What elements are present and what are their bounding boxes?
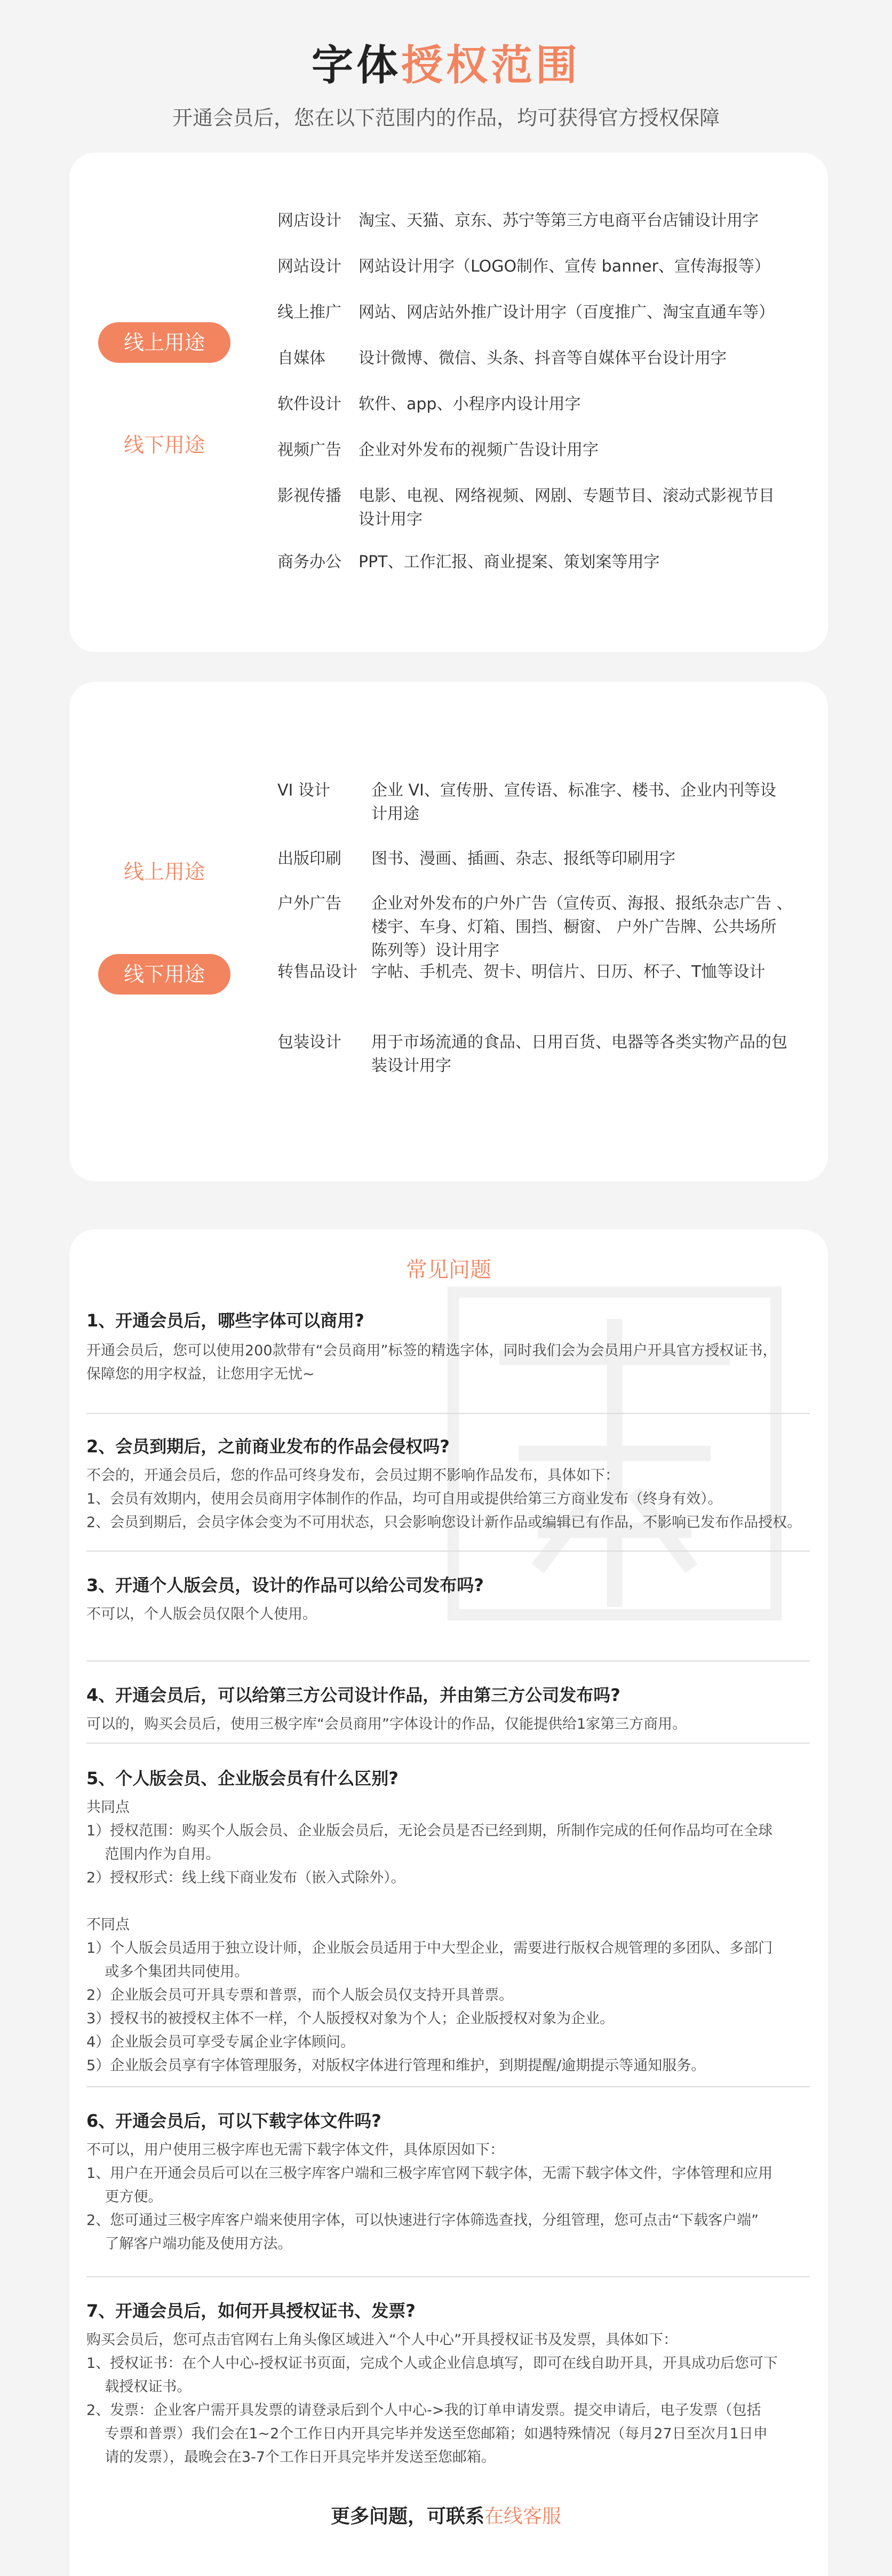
usage-description-line: 软件、app、小程序内设计用字: [359, 395, 581, 414]
faq-answer-line: 开通会员后，您可以使用200款带有“会员商用”标签的精选字体，同时我们会为会员用户开具官方授权证书，: [86, 1342, 777, 1359]
footer-contact: [0, 2501, 892, 2529]
faq-answer: [86, 2138, 817, 2256]
faq-answer-line: 2、发票：企业客户需开具发票的请登录后到个人中心->我的订单申请发票。提交申请后，电子发票（包括: [86, 2402, 761, 2419]
faq-answer-line: [86, 1890, 817, 1913]
usage-description-line: 图书、漫画、插画、杂志、报纸等印刷用字: [371, 849, 675, 868]
faq-divider: [86, 1660, 810, 1661]
usage-description-line: 装设计用字: [371, 1056, 451, 1075]
faq-answer-line: 1）授权范围：购买个人版会员、企业版会员后，无论会员是否已经到期，所制作完成的任何作品均可在全球: [86, 1823, 773, 1839]
usage-category: 包装设计: [277, 1033, 341, 1052]
usage-category: 网站设计: [277, 257, 341, 276]
faq-answer-line: 共同点: [86, 1799, 130, 1816]
usage-description-line: 计用途: [371, 805, 419, 823]
usage-description-line: 设计用字: [359, 510, 423, 529]
usage-description: [359, 347, 817, 370]
tab-offline-usage-2[interactable]: 线下用途: [98, 954, 230, 995]
usage-category: 自媒体: [277, 349, 325, 368]
page-title: [0, 32, 892, 92]
faq-answer-line: 1、用户在开通会员后可以在三极字库客户端和三极字库官网下载字体，无需下载字体文件，字体管理和应用: [86, 2165, 773, 2182]
usage-description: [371, 892, 830, 963]
faq-answer-line: 不可以，用户使用三极字库也无需下载字体文件，具体原因如下：: [86, 2142, 504, 2158]
tab-online-usage[interactable]: 线上用途: [98, 322, 230, 363]
usage-description-line: 楼宇、车身、灯箱、围挡、橱窗、 户外广告牌、公共场所: [371, 918, 777, 936]
faq-question: 6、开通会员后，可以下载字体文件吗?: [86, 2111, 381, 2131]
usage-description-line: 设计微博、微信、头条、抖音等自媒体平台设计用字: [359, 349, 727, 368]
offline-usage-card: [69, 682, 828, 1181]
faq-divider: [86, 1551, 810, 1552]
tab-online-usage-2[interactable]: 线上用途: [123, 860, 205, 884]
usage-description-line: 淘宝、天猫、京东、苏宁等第三方电商平台店铺设计用字: [359, 211, 759, 230]
faq-card: [69, 1229, 828, 2576]
usage-category: 出版印刷: [277, 849, 341, 868]
usage-description: [359, 255, 817, 279]
faq-question: 2、会员到期后，之前商业发布的作品会侵权吗?: [86, 1436, 450, 1457]
faq-answer-line: 载授权证书。: [86, 2379, 192, 2395]
faq-answer-line: 或多个集团共同使用。: [86, 1963, 249, 1980]
usage-description-line: PPT、工作汇报、商业提案、策划案等用字: [359, 553, 660, 571]
online-service-link[interactable]: 在线客服: [484, 2506, 562, 2527]
usage-description: [359, 484, 817, 531]
faq-answer: [86, 1713, 817, 1736]
usage-description: [371, 779, 830, 826]
faq-divider: [86, 1743, 810, 1744]
usage-category: VI 设计: [277, 781, 330, 800]
faq-answer-line: 可以的，购买会员后，使用三极字库“会员商用”字体设计的作品，仅能提供给1家第三方商用。: [86, 1716, 687, 1732]
faq-question: 1、开通会员后，哪些字体可以商用?: [86, 1310, 364, 1331]
faq-answer-line: 2、会员到期后，会员字体会变为不可用状态，只会影响您设计新作品或编辑已有作品，不影响已发布作品授权。: [86, 1514, 802, 1531]
faq-answer-line: 不会的，开通会员后，您的作品可终身发布，会员过期不影响作品发布，具体如下：: [86, 1467, 619, 1484]
usage-description-line: 企业 VI、宣传册、宣传语、标准字、楼书、企业内刊等设: [371, 781, 776, 800]
faq-answer-line: 保障您的用字权益，让您用字无忧~: [86, 1366, 315, 1382]
faq-answer-line: 5）企业版会员享有字体管理服务，对版权字体进行管理和维护，到期提醒/逾期提示等通知服务。: [86, 2057, 706, 2074]
usage-description: [371, 1031, 830, 1078]
faq-answer-line: 不同点: [86, 1917, 130, 1933]
usage-description: [359, 393, 817, 416]
faq-answer-line: 专票和普票）我们会在1~2个工作日内开具完毕并发送至您邮箱；如遇特殊情况（每月27日至次月1日申: [86, 2426, 768, 2442]
faq-question: 7、开通会员后，如何开具授权证书、发票?: [86, 2301, 416, 2321]
usage-description-line: 电影、电视、网络视频、网剧、专题节目、滚动式影视节目: [359, 487, 775, 505]
page-subtitle: 开通会员后，您在以下范围内的作品，均可获得官方授权保障: [172, 106, 720, 130]
usage-category: 商务办公: [277, 553, 341, 571]
footer-text: 更多问题，可联系: [330, 2506, 484, 2527]
faq-answer-line: 2）企业版会员可开具专票和普票，而个人版会员仅支持开具普票。: [86, 1987, 514, 2003]
faq-answer-line: 不可以，个人版会员仅限个人使用。: [86, 1606, 317, 1623]
usage-description: [359, 209, 817, 233]
usage-description-line: 网站设计用字（LOGO制作、宣传 banner、宣传海报等）: [359, 257, 770, 276]
faq-answer-line: 范围内作为自用。: [86, 1846, 220, 1863]
faq-divider: [86, 2276, 810, 2277]
faq-answer-line: 请的发票），最晚会在3-7个工作日开具完毕并发送至您邮箱。: [86, 2449, 496, 2466]
faq-answer-line: 1、授权证书：在个人中心-授权证书页面，完成个人或企业信息填写，即可在线自助开具，开具成功后您可下: [86, 2355, 778, 2372]
title-part-a: 字体: [311, 42, 401, 90]
usage-description-line: 字帖、手机壳、贺卡、明信片、日历、杯子、T恤等设计: [371, 963, 766, 981]
usage-category: 视频广告: [277, 441, 341, 459]
usage-description: [359, 301, 817, 324]
faq-divider: [86, 1413, 810, 1414]
usage-description: [371, 960, 830, 984]
usage-description: [359, 551, 817, 574]
faq-answer: [86, 1603, 817, 1626]
usage-description-line: 用于市场流通的食品、日用百货、电器等各类实物产品的包: [371, 1033, 787, 1052]
faq-answer-line: 了解客户端功能及使用方法。: [86, 2236, 292, 2252]
usage-description: [359, 439, 817, 462]
faq-answer: [86, 1796, 817, 2078]
usage-category: 转售品设计: [277, 963, 357, 981]
faq-question: 5、个人版会员、企业版会员有什么区别?: [86, 1768, 399, 1788]
faq-question: 3、开通个人版会员，设计的作品可以给公司发布吗?: [86, 1575, 484, 1595]
faq-answer: [86, 1464, 817, 1535]
faq-answer-line: 1、会员有效期内，使用会员商用字体制作的作品，均可自用或提供给第三方商业发布（终身有效）。: [86, 1491, 722, 1507]
usage-category: 网店设计: [277, 211, 341, 230]
usage-category: 线上推广: [277, 303, 341, 322]
faq-answer-line: 2）授权形式：线上线下商业发布（嵌入式除外）。: [86, 1870, 405, 1886]
faq-answer-line: 购买会员后，您可点击官网右上角头像区域进入“个人中心”开具授权证书及发票，具体如下：: [86, 2332, 678, 2348]
faq-divider: [86, 2086, 810, 2087]
faq-title: 常见问题: [406, 1258, 491, 1282]
faq-answer-line: 1）个人版会员适用于独立设计师，企业版会员适用于中大型企业，需要进行版权合规管理的多团队、多部门: [86, 1940, 773, 1957]
usage-category: 户外广告: [277, 894, 341, 913]
usage-description-line: 企业对外发布的户外广告（宣传页、海报、报纸杂志广告 、: [371, 894, 793, 913]
usage-description-line: 网站、网店站外推广设计用字（百度推广、淘宝直通车等）: [359, 303, 775, 322]
faq-answer-line: 4）企业版会员可享受专属企业字体顾问。: [86, 2034, 355, 2050]
faq-answer-line: 3）授权书的被授权主体不一样，个人版授权对象为个人；企业版授权对象为企业。: [86, 2010, 615, 2027]
faq-answer-line: 更方便。: [86, 2189, 163, 2205]
title-part-b: 授权范围: [401, 42, 581, 90]
usage-description-line: 企业对外发布的视频广告设计用字: [359, 441, 599, 459]
usage-description-line: 陈列等）设计用字: [371, 941, 499, 960]
usage-category: 软件设计: [277, 395, 341, 414]
faq-answer: [86, 2328, 817, 2469]
faq-answer-line: 2、您可通过三极字库客户端来使用字体，可以快速进行字体筛选查找，分组管理，您可点击“下载客户端”: [86, 2212, 759, 2229]
faq-question: 4、开通会员后，可以给第三方公司设计作品，并由第三方公司发布吗?: [86, 1685, 620, 1705]
tab-offline-usage[interactable]: 线下用途: [123, 433, 205, 457]
online-usage-card: [69, 153, 828, 652]
usage-category: 影视传播: [277, 487, 341, 505]
usage-description: [371, 847, 830, 871]
faq-answer: [86, 1339, 817, 1386]
